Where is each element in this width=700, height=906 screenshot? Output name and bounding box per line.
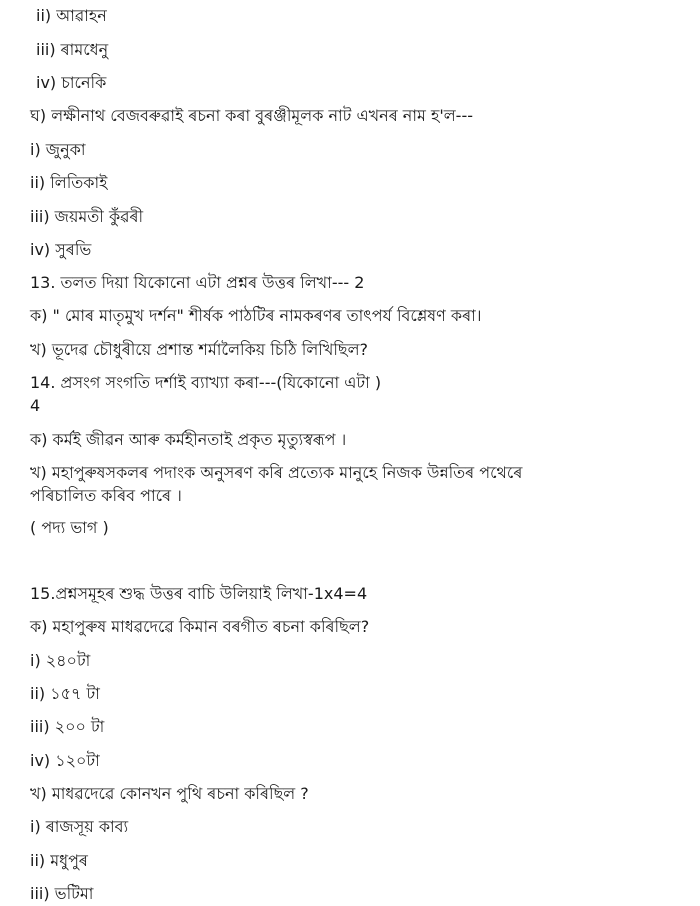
question-14-kha: খ) মহাপুৰুষসকলৰ পদাংক অনুসৰণ কৰি প্ৰত্যেক মানুহে নিজক উন্নতিৰ পথেৰে (30, 463, 523, 482)
option-iii-joymoti: iii) জয়মতী কুঁৱৰী (30, 207, 144, 226)
question-15-heading: 15.প্ৰশ্নসমূহৰ শুদ্ধ উত্তৰ বাচি উলিয়াই লিখা-1x4=4 (30, 584, 368, 603)
option-iii-ramdhenu: iii) ৰামধেনু (36, 40, 109, 59)
option-iii-bhatima: iii) ভটিমা (30, 884, 94, 903)
question-13-kha: খ) ভূদেৱ চৌধুৰীয়ে প্ৰশান্ত শৰ্মালৈকিয় চিঠি লিখিছিল? (30, 340, 369, 359)
option-iv-120: iv) ১২০টা (30, 751, 100, 770)
question-gha: ঘ) লক্ষীনাথ বেজবৰুৱাই ৰচনা কৰা বুৰঞ্জীমূলক নাট এখনৰ নাম হ'ল--- (30, 106, 474, 125)
question-14-ka: ক) কৰ্মই জীৱন আৰু কৰ্মহীনতাই প্ৰকৃত মৃত্যুস্বৰূপ । (30, 430, 347, 449)
option-i-240: i) ২৪০টা (30, 651, 91, 670)
option-iv-chaneki: iv) চানেকি (36, 73, 107, 92)
question-15-kha: খ) মাধৱদেৱে কোনখন পুথি ৰচনা কৰিছিল ? (30, 784, 309, 803)
option-i-junuka: i) জুনুকা (30, 140, 86, 159)
option-ii-madhupur: ii) মধুপুৰ (30, 851, 88, 870)
option-iv-surabhi: iv) সুৰভি (30, 240, 92, 259)
option-ii-litikai: ii) লিতিকাই (30, 173, 108, 192)
option-i-rajasuya: i) ৰাজসূয় কাব্য (30, 817, 129, 836)
question-14-kha-continued: পৰিচালিত কৰিব পাৰে । (30, 486, 182, 505)
option-iii-200: iii) ২০০ টা (30, 717, 105, 736)
section-heading-poetry: ( পদ্য ভাগ ) (30, 518, 109, 537)
option-ii-157: ii) ১৫৭ টা (30, 684, 100, 703)
question-14-marks: 4 (30, 396, 41, 415)
question-14-heading: 14. প্ৰসংগ সংগতি দৰ্শাই ব্যাখ্যা কৰা---(যিকোনো এটা ) (30, 373, 382, 392)
question-15-ka: ক) মহাপুৰুষ মাধৱদেৱে কিমান বৰগীত ৰচনা কৰিছিল? (30, 617, 370, 636)
option-ii-awahan: ii) আৱাহন (36, 6, 107, 25)
question-13-heading: 13. তলত দিয়া যিকোনো এটা প্ৰশ্নৰ উত্তৰ লিখা--- 2 (30, 273, 365, 292)
question-13-ka: ক) " মোৰ মাতৃমুখ দৰ্শন" শীৰ্ষক পাঠটিৰ নামকৰণৰ তাৎপৰ্য বিশ্লেষণ কৰা। (30, 306, 482, 325)
